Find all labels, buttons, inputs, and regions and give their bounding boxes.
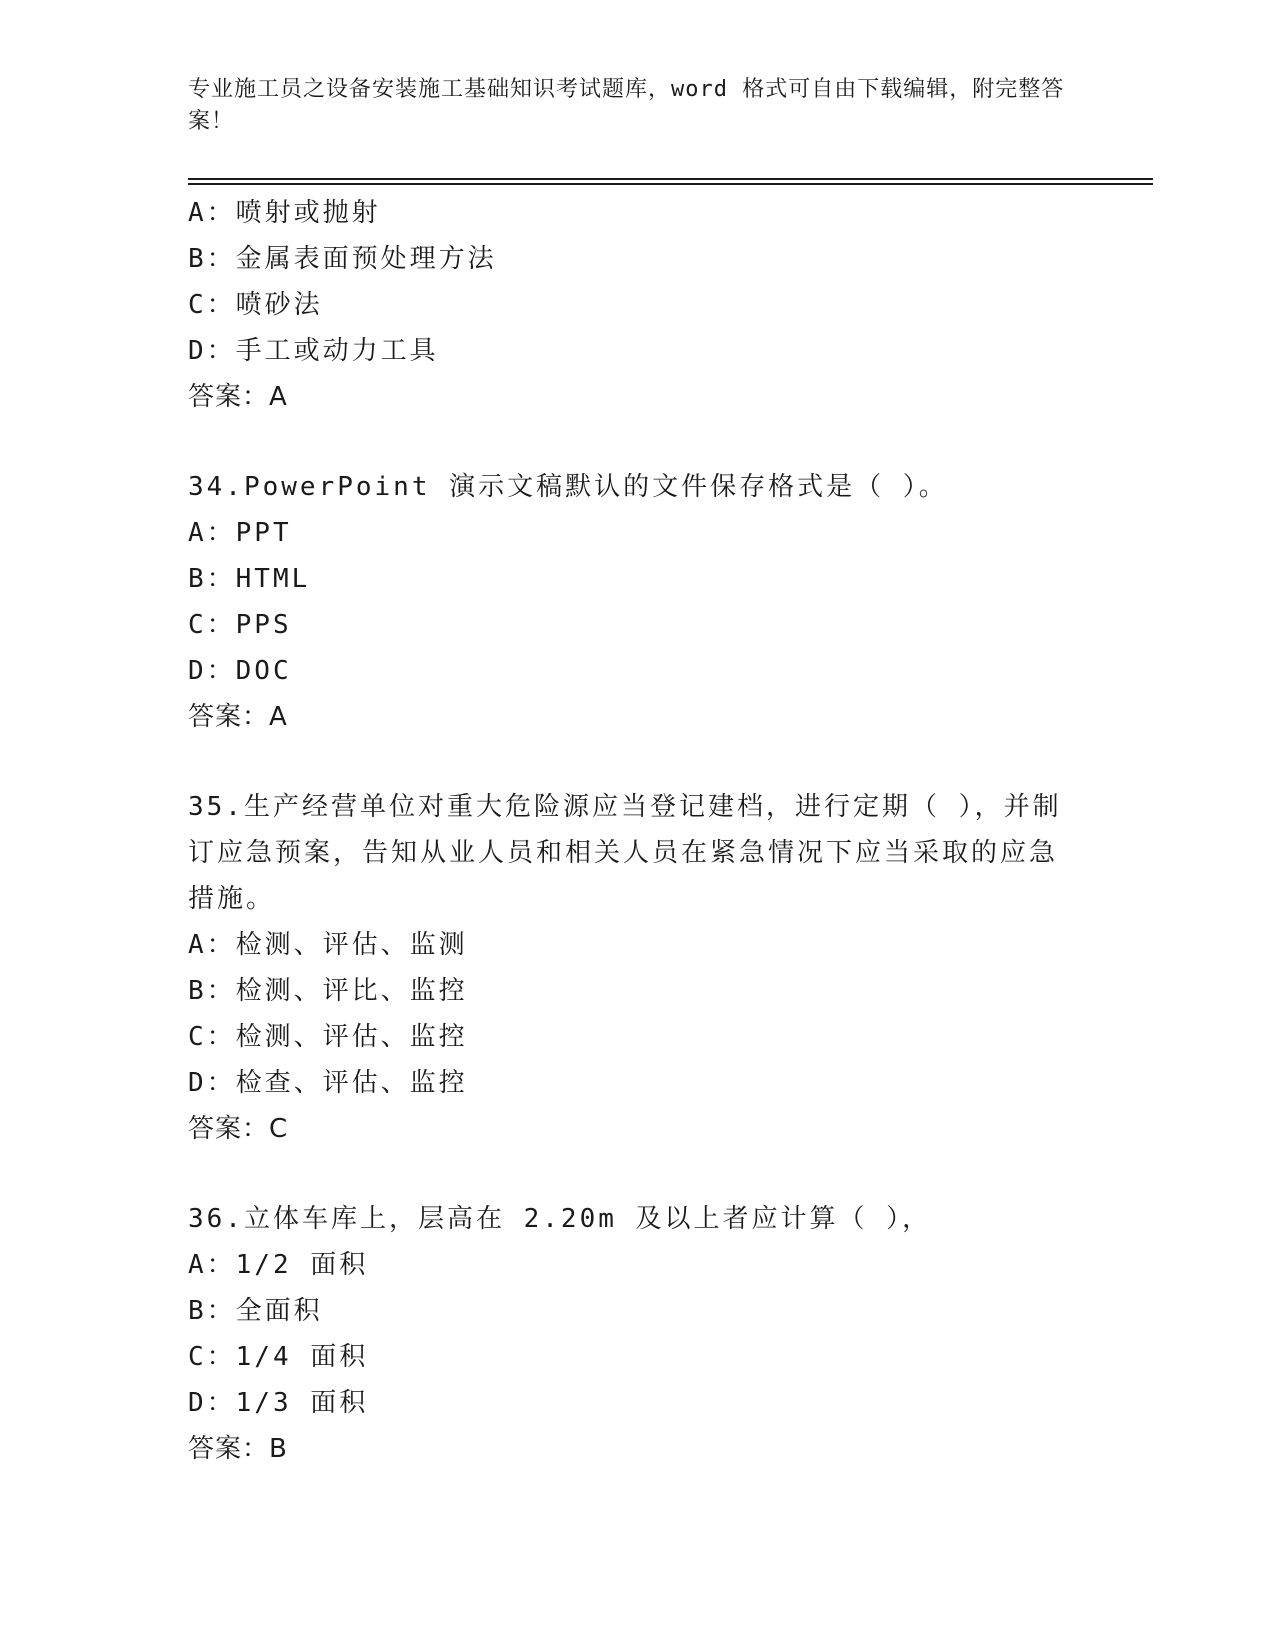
option-c: C：1/4 面积 xyxy=(188,1342,369,1372)
option-d: D：1/3 面积 xyxy=(188,1388,369,1418)
question-33-continued xyxy=(188,190,1088,420)
option-d: D：检查、评估、监控 xyxy=(188,1068,468,1098)
question-stem: 35.生产经营单位对重大危险源应当登记建档，进行定期（ ），并制订应急预案，告知从业人员和相关人员在紧急情况下应当采取的应急措施。 xyxy=(188,792,1062,914)
option-c: C：喷砂法 xyxy=(188,290,323,320)
option-a: A：PPT xyxy=(188,518,292,548)
option-a: A：喷射或抛射 xyxy=(188,198,381,228)
option-a: A：1/2 面积 xyxy=(188,1250,369,1280)
header-rule-top xyxy=(188,178,1153,180)
option-b: B：金属表面预处理方法 xyxy=(188,244,497,274)
option-c: C：检测、评估、监控 xyxy=(188,1022,468,1052)
question-34 xyxy=(188,464,1088,740)
option-b: B：全面积 xyxy=(188,1296,323,1326)
question-35 xyxy=(188,784,1088,1152)
answer-line: 答案：A xyxy=(188,702,288,732)
option-a: A：检测、评估、监测 xyxy=(188,930,468,960)
answer-line: 答案：B xyxy=(188,1434,288,1464)
question-list xyxy=(188,190,1088,1472)
question-stem: 34.PowerPoint 演示文稿默认的文件保存格式是（ ）。 xyxy=(188,472,948,502)
option-b: B：检测、评比、监控 xyxy=(188,976,468,1006)
option-b: B：HTML xyxy=(188,564,311,594)
header-rule-bottom xyxy=(188,183,1153,185)
question-stem: 36.立体车库上，层高在 2.20m 及以上者应计算（ ）， xyxy=(188,1204,932,1234)
option-c: C：PPS xyxy=(188,610,292,640)
document-header: 专业施工员之设备安装施工基础知识考试题库，word 格式可自由下载编辑，附完整答案！ xyxy=(188,77,1065,134)
option-d: D：DOC xyxy=(188,656,292,686)
option-d: D：手工或动力工具 xyxy=(188,336,439,366)
question-36 xyxy=(188,1196,1088,1472)
answer-line: 答案：A xyxy=(188,382,288,412)
answer-line: 答案：C xyxy=(188,1114,289,1144)
